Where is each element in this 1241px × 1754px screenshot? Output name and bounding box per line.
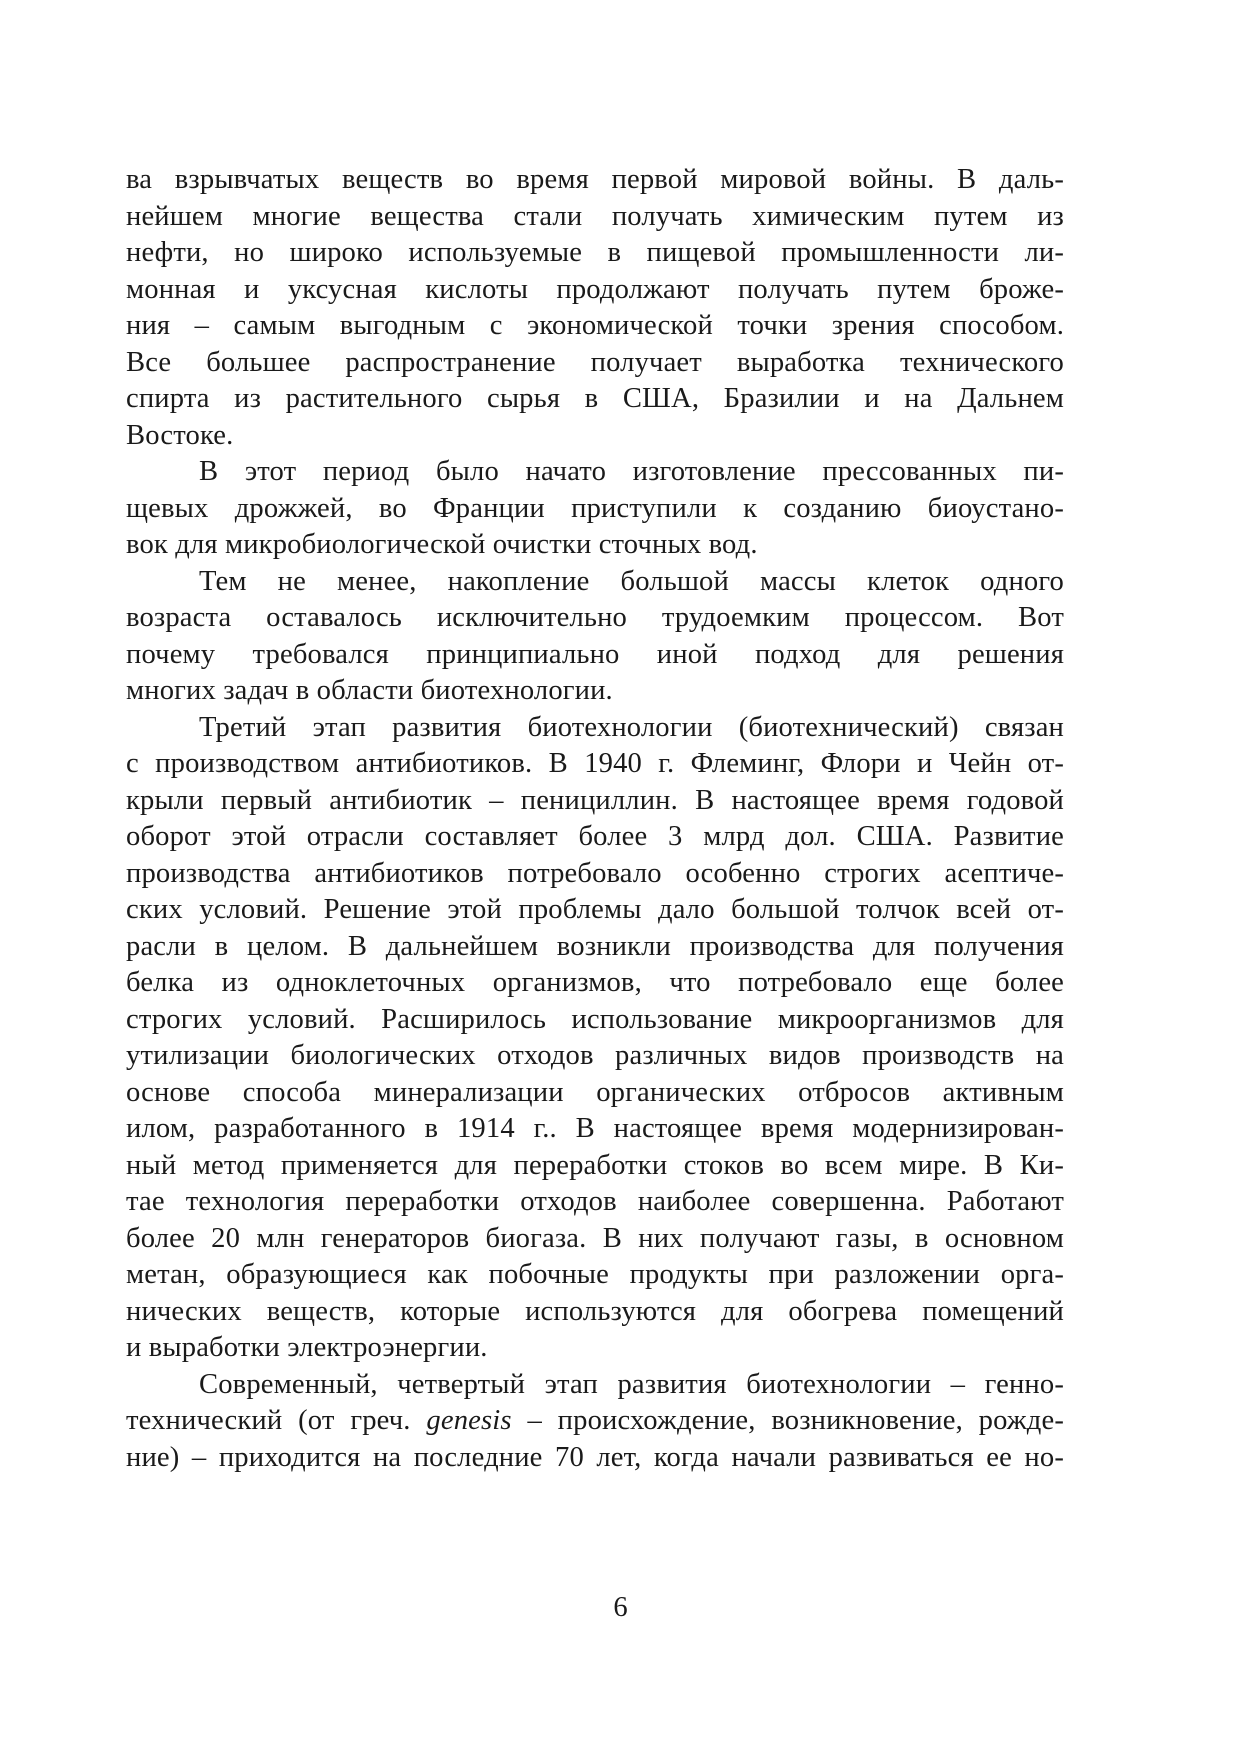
body-text [126,162,1064,1476]
text-line: Третий этап развития биотехнологии (биотехнический) связан [199,711,1064,743]
text-line: возраста оставалось исключительно трудоемким процессом. Вот [126,602,1064,633]
text-line: расли в целом. В дальнейшем возникли производства для получения [126,930,1064,962]
italic-term: genesis [426,1405,512,1436]
text-line: оборот этой отрасли составляет более 3 млрд дол. США. Развитие [126,821,1064,852]
text-line: и выработки электроэнергии. [126,1332,488,1363]
text-line: производства антибиотиков потребовало особенно строгих асептиче- [126,857,1064,889]
text-line: монная и уксусная кислоты продолжают получать путем броже- [126,273,1064,305]
text-line: Современный, четвертый этап развития биотехнологии – генно- [199,1368,1064,1400]
text-line: ских условий. Решение этой проблемы дало большой толчок всей от- [126,894,1064,925]
text-line: основе способа минерализации органических отбросов активным [126,1076,1064,1108]
text-line: илом, разработанного в 1914 г.. В настоящее время модернизирован- [126,1113,1064,1144]
text-line: более 20 млн генераторов биогаза. В них получают газы, в основном [126,1222,1064,1254]
text-line: строгих условий. Расширилось использование микроорганизмов для [126,1003,1064,1035]
text-line: нейшем многие вещества стали получать химическим путем из [126,200,1064,232]
text-line: спирта из растительного сырья в США, Бразилии и на Дальнем [126,383,1064,414]
text-line: с производством антибиотиков. В 1940 г. Флеминг, Флори и Чейн от- [126,748,1064,779]
text-line: почему требовался принципиально иной подход для решения [126,638,1064,670]
text-line: нефти, но широко используемые в пищевой промышленности ли- [126,237,1064,268]
text-line: крыли первый антибиотик – пенициллин. В настоящее время годовой [126,784,1064,816]
text-line: нических веществ, которые используются для обогрева помещений [126,1295,1064,1327]
text-line: вок для микробиологической очистки сточных вод. [126,529,758,560]
text-line: тае технология переработки отходов наиболее совершенна. Работают [126,1186,1064,1217]
text-line: Все большее распространение получает выработка технического [126,346,1064,378]
page-number: 6 [613,1592,628,1623]
text-line: щевых дрожжей, во Франции приступили к созданию биоустано- [126,492,1064,524]
text-line: метан, образующиеся как побочные продукты при разложении орга- [126,1259,1064,1290]
text-line: Тем не менее, накопление большой массы клеток одного [199,565,1064,597]
text-line: белка из одноклеточных организмов, что потребовало еще более [126,967,1064,998]
text-line: ный метод применяется для переработки стоков во всем мире. В Ки- [126,1149,1064,1181]
text-fragment: – происхождение, возникновение, рожде- [511,1405,1064,1436]
text-line: Востоке. [126,419,234,451]
text-line: ва взрывчатых веществ во время первой мировой войны. В даль- [126,164,1064,195]
text-line: многих задач в области биотехнологии. [126,675,613,706]
text-line: ние) – приходится на последние 70 лет, когда начали развиваться ее но- [126,1441,1064,1473]
text-fragment: технический (от греч. [126,1405,427,1436]
text-line: В этот период было начато изготовление прессованных пи- [199,456,1064,487]
text-line-mixed [126,1403,1064,1440]
text-line: утилизации биологических отходов различных видов производств на [126,1040,1064,1071]
text-line: ния – самым выгодным с экономической точки зрения способом. [126,310,1064,341]
